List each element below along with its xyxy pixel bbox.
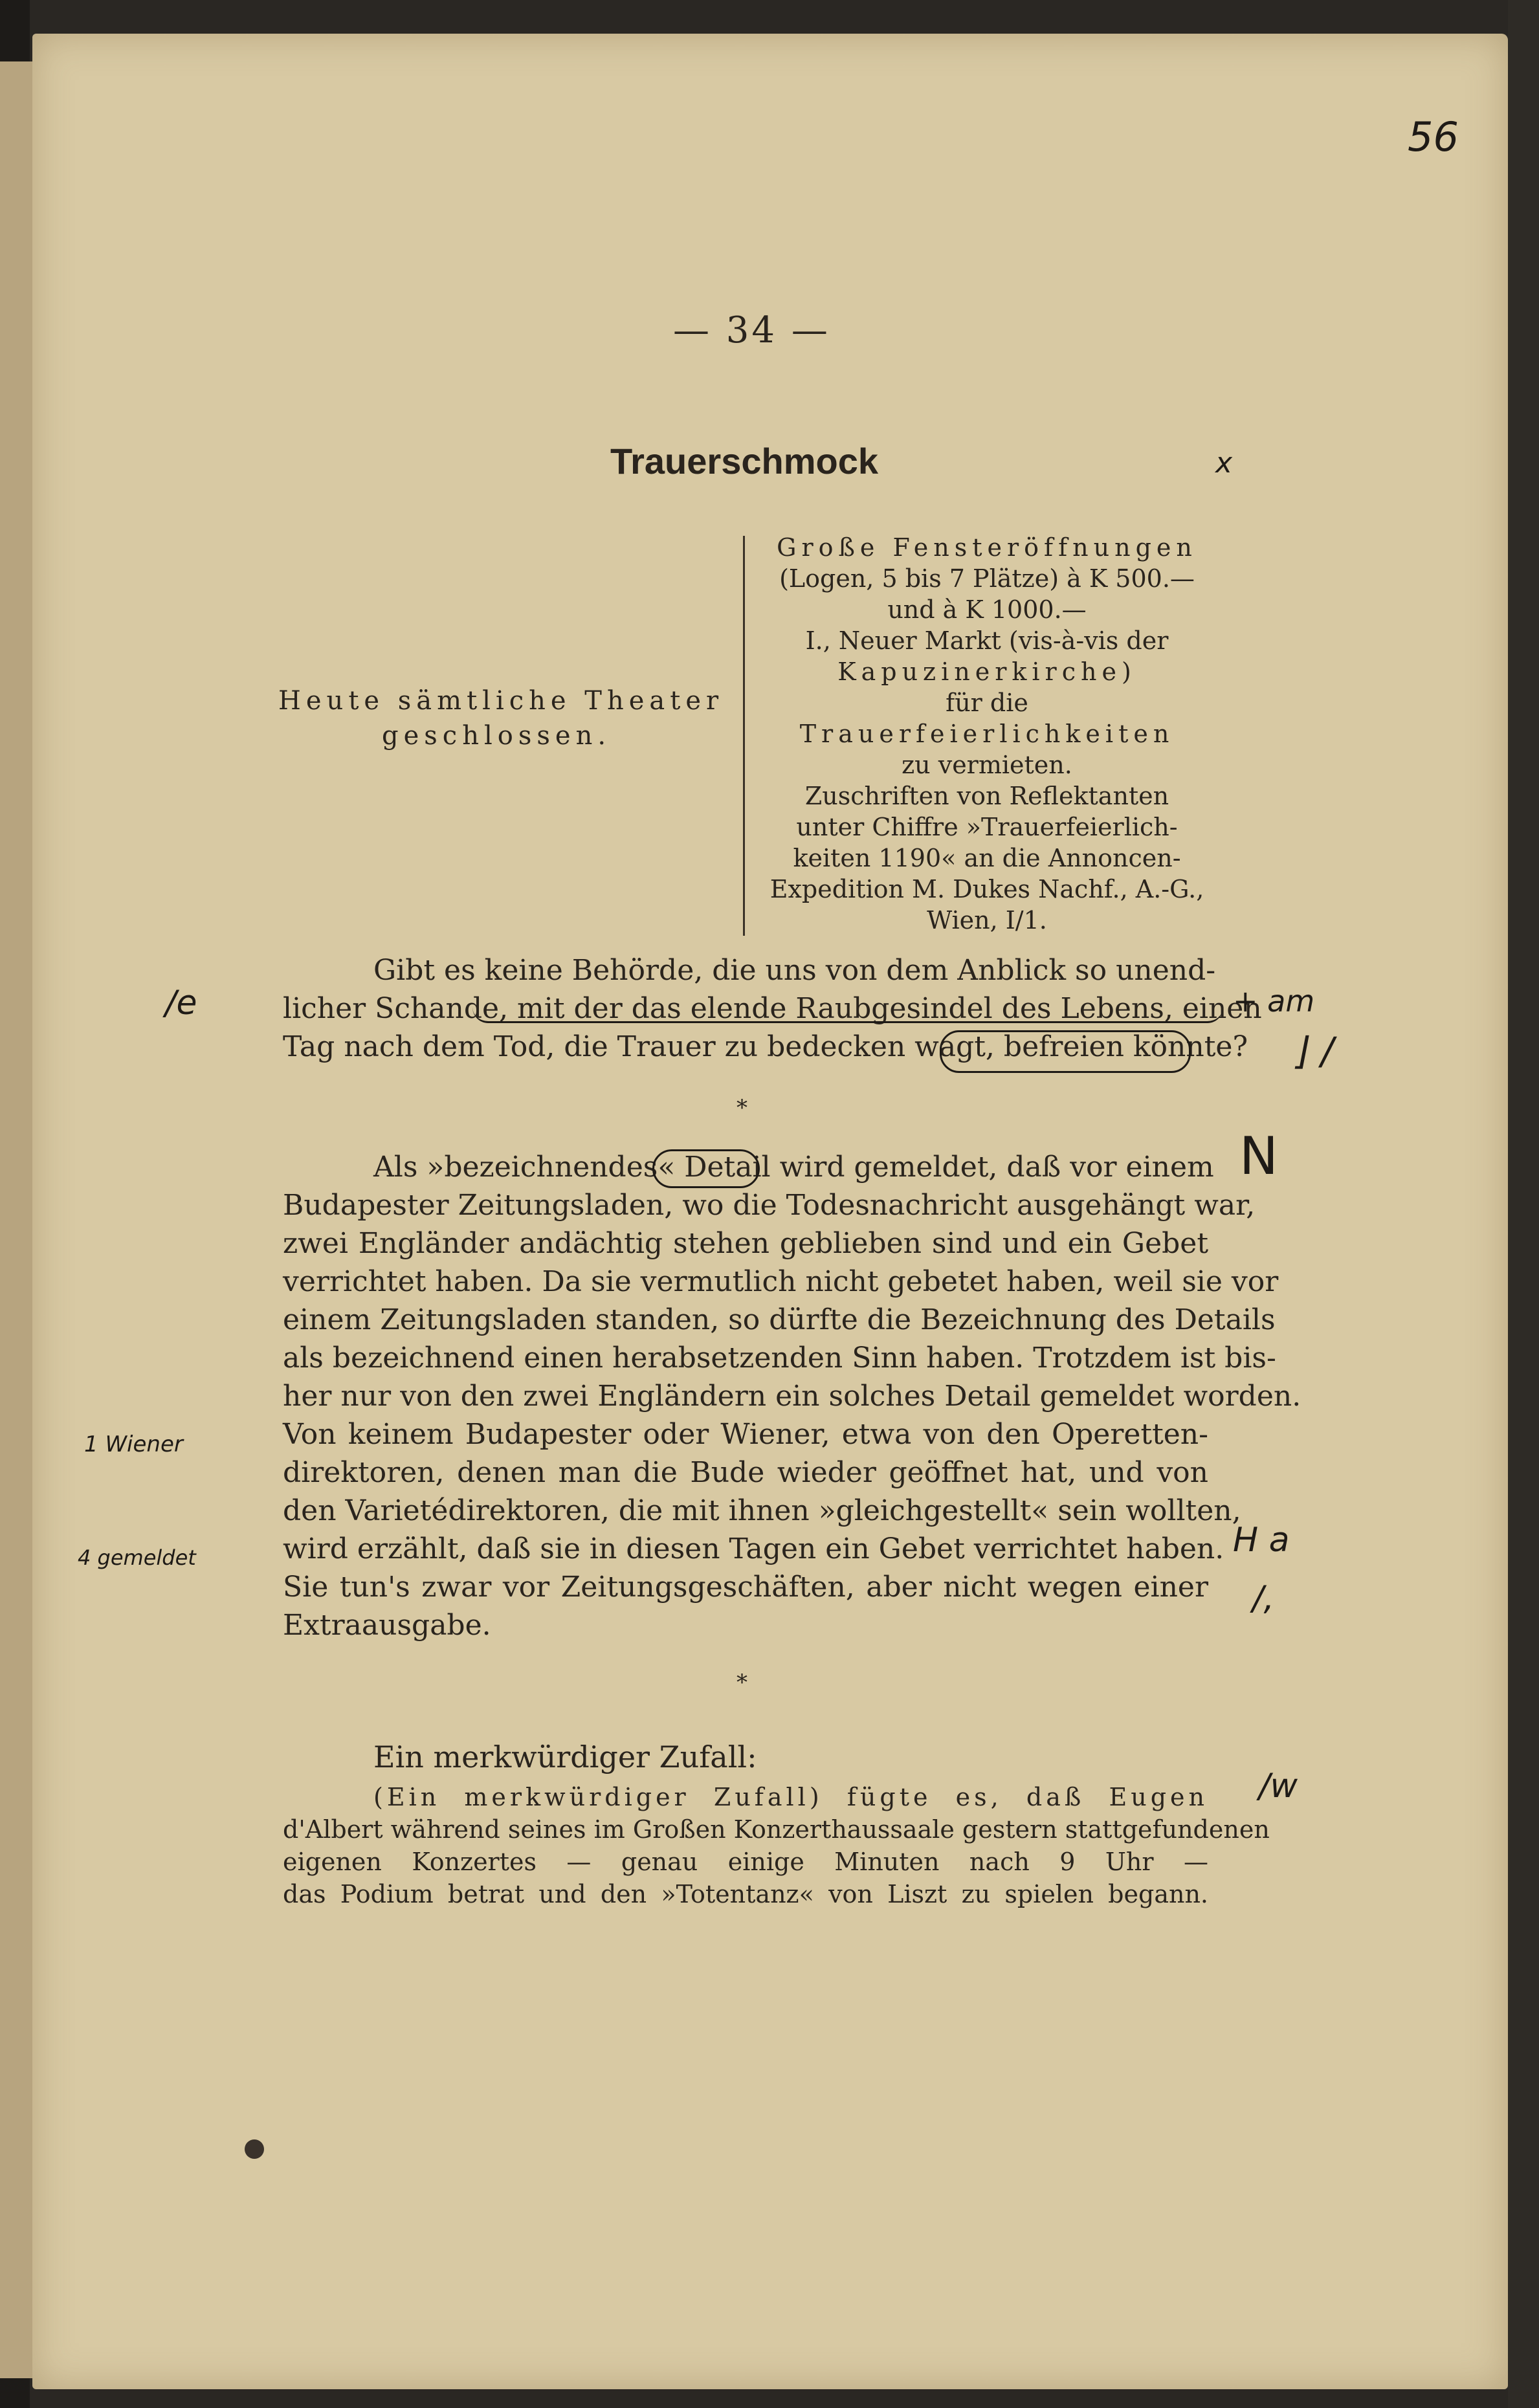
page-number: — 34 — xyxy=(673,309,830,351)
section-separator: * xyxy=(736,1670,747,1696)
text-line: Als »bezeichnendes« Detail wird gemeldet, daß vor einem xyxy=(373,1151,1214,1184)
left-column-line: Heute sämtliche Theater xyxy=(278,686,724,716)
text-line: Extraausgabe. xyxy=(283,1609,491,1642)
text-line: den Varietédirektoren, die mit ihnen »gleichgestellt« sein wollten, xyxy=(283,1494,1241,1527)
circled-phrase-mark xyxy=(940,1030,1191,1073)
advertisement-column xyxy=(764,532,1210,936)
ad-line: Trauerfeierlichkeiten xyxy=(799,720,1175,748)
margin-note-n: N xyxy=(1239,1126,1278,1186)
ad-line: I., Neuer Markt (vis-à-vis der xyxy=(805,626,1169,655)
subheading: Ein merkwürdiger Zufall: xyxy=(373,1740,757,1774)
text-line: als bezeichnend einen herabsetzenden Sinn haben. Trotzdem ist bis- xyxy=(283,1342,1276,1375)
margin-note-hat: H a xyxy=(1233,1521,1290,1560)
text-line: Gibt es keine Behörde, die uns von dem Anblick so unend- xyxy=(373,954,1216,987)
text-line: zwei Engländer andächtig stehen geblieben sind und ein Gebet xyxy=(283,1227,1208,1260)
margin-note-wiener: 1 Wiener xyxy=(84,1431,183,1457)
text-line: Budapester Zeitungsladen, wo die Todesnachricht ausgehängt war, xyxy=(283,1189,1256,1222)
archive-page-number: 56 xyxy=(1408,113,1459,160)
text-line: Von keinem Budapester oder Wiener, etwa von den Operetten- xyxy=(283,1418,1208,1451)
column-divider xyxy=(743,536,745,936)
ad-line: Expedition M. Dukes Nachf., A.-G., xyxy=(770,875,1204,903)
paragraph-3 xyxy=(283,1781,1270,1910)
circled-word-mark xyxy=(652,1149,760,1188)
ad-line: Wien, I/1. xyxy=(927,906,1047,934)
margin-note-slash: /, xyxy=(1252,1579,1275,1618)
text-line: (Ein merkwürdiger Zufall) fügte es, daß Eugen xyxy=(373,1783,1208,1811)
article-title: Trauerschmock xyxy=(610,441,878,481)
ad-line: Zuschriften von Reflektanten xyxy=(804,782,1169,810)
underline-mark xyxy=(472,991,1223,1023)
text-line: Tag nach dem Tod, die Trauer zu bedecken wagt, befreien könnte? xyxy=(283,1030,1248,1063)
text-line: verrichtet haben. Da sie vermutlich nicht gebetet haben, weil sie vor xyxy=(283,1265,1279,1298)
text-line: direktoren, denen man die Bude wieder geöffnet hat, und von xyxy=(283,1456,1208,1489)
margin-note-plus-am: + am xyxy=(1233,984,1315,1019)
text-line: Sie tun's zwar vor Zeitungsgeschäften, aber nicht wegen einer xyxy=(283,1571,1208,1604)
ad-line: (Logen, 5 bis 7 Plätze) à K 500.— xyxy=(779,564,1195,593)
text-line: das Podium betrat und den »Totentanz« von Liszt zu spielen begann. xyxy=(283,1880,1208,1908)
text-line: d'Albert während seines im Großen Konzerthaussaale gestern stattgefundenen xyxy=(283,1815,1270,1844)
text-line: wird erzählt, daß sie in diesen Tagen ein Gebet verrichtet haben. xyxy=(283,1532,1224,1565)
margin-note-bracket: ⌋ / xyxy=(1294,1029,1334,1073)
section-separator: * xyxy=(736,1095,747,1121)
text-line: einem Zeitungsladen standen, so dürfte die Bezeichnung des Details xyxy=(283,1303,1276,1336)
paragraph-2 xyxy=(283,1148,1301,1644)
ink-dot xyxy=(245,2139,264,2159)
text-line: her nur von den zwei Engländern ein solches Detail gemeldet worden. xyxy=(283,1380,1301,1413)
text-line: eigenen Konzertes — genau einige Minuten nach 9 Uhr — xyxy=(283,1848,1208,1876)
text-line: licher Schande, mit der das elende Raubgesindel des Lebens, einen xyxy=(283,992,1262,1025)
ad-line: unter Chiffre »Trauerfeierlich- xyxy=(796,813,1178,841)
margin-note-gemeldet: 4 gemeldet xyxy=(78,1545,196,1570)
margin-note-le: /e xyxy=(165,984,197,1022)
margin-x-mark: x xyxy=(1215,447,1233,480)
ad-line: keiten 1190« an die Annoncen- xyxy=(793,844,1181,872)
ad-line: und à K 1000.— xyxy=(887,595,1087,624)
ad-line: für die xyxy=(946,689,1028,717)
ad-line: zu vermieten. xyxy=(902,751,1072,779)
left-column-line: geschlossen. xyxy=(382,721,612,751)
background-right xyxy=(1508,0,1539,2408)
left-column-text xyxy=(278,683,731,753)
margin-note-lw: /w xyxy=(1259,1767,1298,1806)
ad-line: Große Fensteröffnungen xyxy=(777,533,1197,562)
paragraph-3-heading xyxy=(283,1738,1208,1776)
ad-line: Kapuzinerkirche) xyxy=(837,657,1136,686)
